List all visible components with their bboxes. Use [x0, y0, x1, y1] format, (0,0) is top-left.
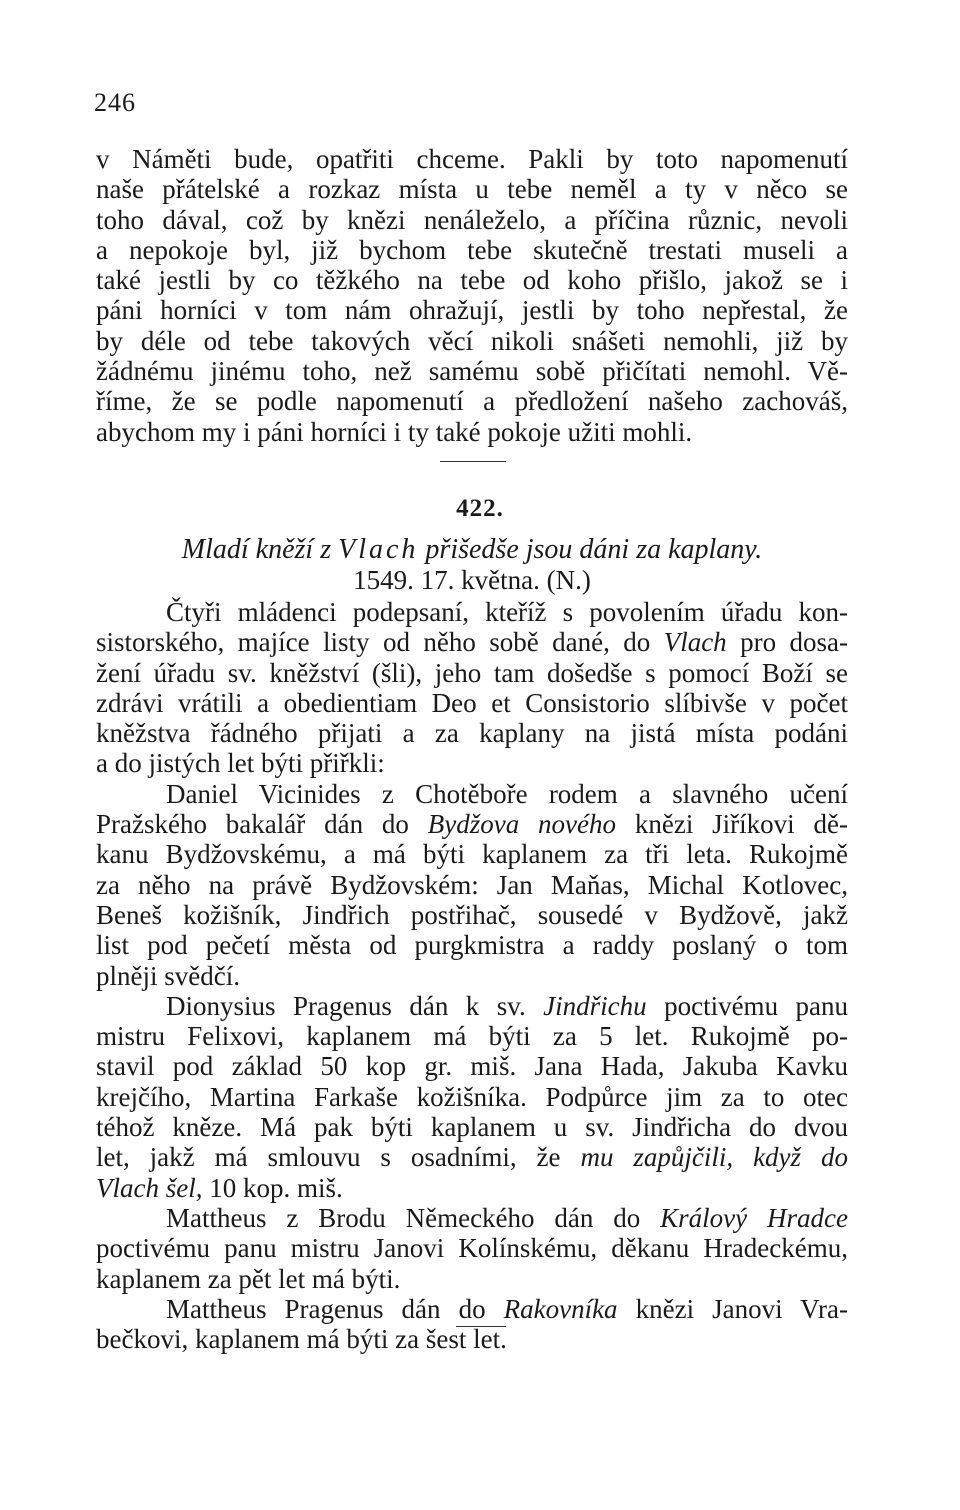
text-line: Daniel Vicinides z Chotěboře rodem a slavného učení: [166, 778, 848, 809]
text-line: Pražského bakalář dán do Bydžova nového knězi Jiříkovi dě-: [96, 809, 848, 840]
text-line: Čtyři mládenci podepsaní, kteříž s povolením úřadu kon-: [166, 597, 848, 627]
text-line: kanu Bydžovskému, a má býti kaplanem za tři leta. Rukojmě: [96, 839, 848, 870]
text-line: kaplanem za pět let má býti.: [96, 1263, 401, 1294]
text-line: Vlach šel, 10 kop. miš.: [96, 1172, 343, 1203]
heading-text: Mladí kněží z: [181, 534, 339, 565]
text-line: mistru Felixovi, kaplanem má býti za 5 let. Rukojmě po-: [96, 1021, 848, 1052]
document-number: 422.: [456, 495, 504, 522]
text-line: toho dával, což by knězi nenáleželo, a příčina různic, nevoli: [96, 204, 848, 235]
text-line: abychom my i páni horníci i ty také pokoje užiti mohli.: [96, 416, 693, 447]
text-line: naše přátelské a rozkaz místa u tebe neměl a ty v něco se: [96, 174, 848, 205]
text-line: Beneš kožišník, Jindřich postřihač, sousedé v Bydžově, jakž: [96, 899, 848, 930]
text-line: plněji svědčí.: [96, 960, 240, 991]
text-line: krejčího, Martina Farkaše kožišníka. Podpůrce jim za to otec: [96, 1081, 848, 1112]
text-line: sistorského, majíce listy od něho sobě dané, do Vlach pro dosa-: [96, 627, 848, 658]
section-divider: [440, 461, 506, 462]
text-line: Mattheus z Brodu Německého dán do Králový Hradce: [166, 1202, 848, 1233]
text-line: žádnému jinému toho, než samému sobě přičítati nemohl. Vě-: [96, 356, 848, 387]
text-line: list pod pečetí města od purgkmistra a raddy poslaný o tom: [96, 930, 848, 961]
text-line: a nepokoje byl, již bychom tebe skutečně trestati museli a: [96, 234, 848, 265]
text-line: poctivému panu mistru Janovi Kolínskému, děkanu Hradeckému,: [96, 1233, 848, 1264]
text-line: téhož kněze. Má pak býti kaplanem u sv. Jindřicha do dvou: [96, 1112, 848, 1143]
heading-text: přišedše jsou dáni za kaplany.: [418, 534, 763, 565]
dateline: 1549. 17. května. (N.): [353, 565, 591, 595]
text-line: stavil pod základ 50 kop gr. miš. Jana Hada, Jakuba Kavku: [96, 1051, 848, 1082]
text-line: bečkovi, kaplanem má býti za šest let.: [96, 1324, 507, 1355]
text-line: také jestli by co těžkého na tebe od koho přišlo, jakož se i: [96, 265, 848, 296]
text-line: a do jistých let býti přiřkli:: [96, 748, 385, 779]
heading-place: Vlach: [338, 534, 419, 565]
text-line: by déle od tebe takových věcí nikoli snášeti nemohli, již by: [96, 325, 848, 356]
document-heading: [96, 535, 848, 565]
paragraph-continuation: [96, 144, 848, 447]
page-number: 246: [94, 88, 136, 117]
document-body: [96, 597, 848, 1354]
text-line: za něho na právě Bydžovském: Jan Maňas, Michal Kotlovec,: [96, 869, 848, 900]
text-line: zdrávi vrátili a obedientiam Deo et Consistorio slíbivše v počet: [96, 687, 848, 718]
text-line: Dionysius Pragenus dán k sv. Jindřichu poctivému panu: [166, 990, 848, 1021]
text-line: kněžstva řádného přijati a za kaplany na jistá místa podáni: [96, 718, 848, 749]
text-line: let, jakž má smlouvu s osadními, že mu zapůjčili, když do: [96, 1142, 848, 1173]
text-line: Mattheus Pragenus dán do Rakovníka knězi Janovi Vra-: [166, 1293, 848, 1324]
text-line: v Náměti bude, opatřiti chceme. Pakli by toto napomenutí: [96, 144, 848, 174]
text-line: žení úřadu sv. kněžství (šli), jeho tam došedše s pomocí Boží se: [96, 657, 848, 688]
text-line: říme, že se podle napomenutí a předložení našeho zachováš,: [96, 386, 848, 417]
section-divider: [456, 1326, 506, 1327]
text-line: páni horníci v tom nám ohražují, jestli by toho nepřestal, že: [96, 295, 848, 326]
